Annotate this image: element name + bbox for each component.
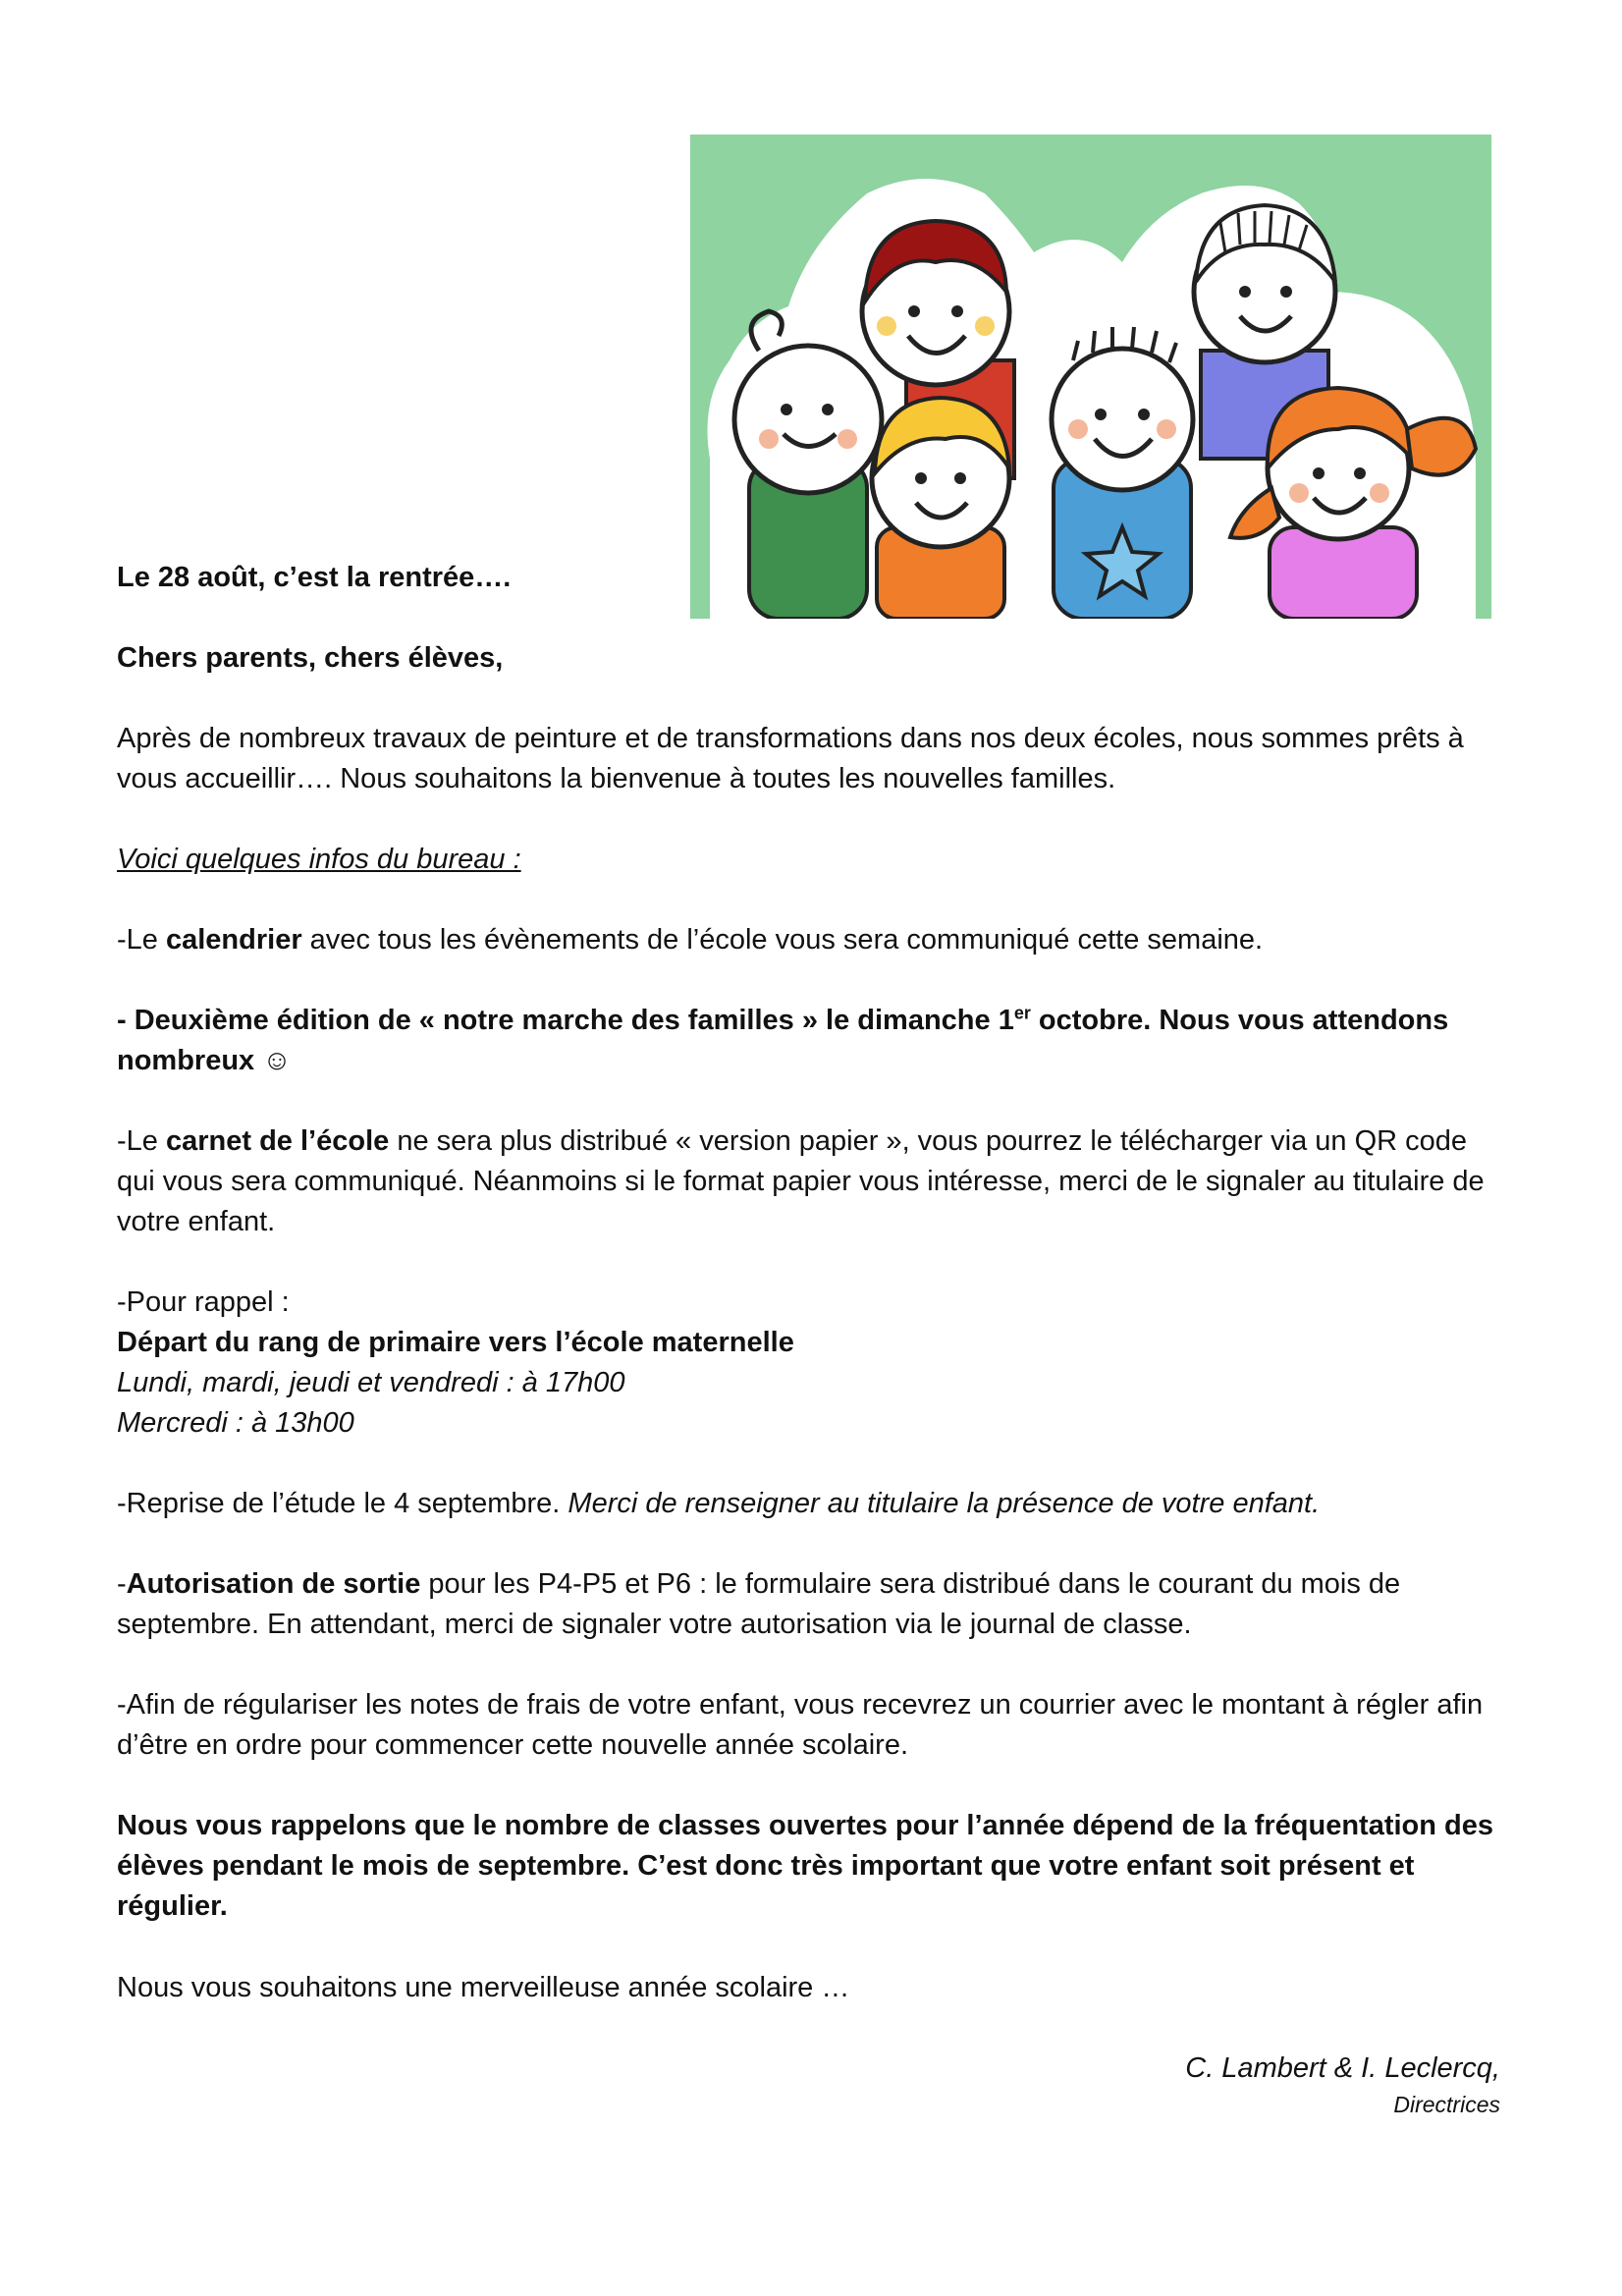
item-sortie: -Autorisation de sortie pour les P4-P5 et P6 : le formulaire sera distribué dans le courant du mois de septembre. En attendant, merci de signaler votre autorisation via le journal de classe. xyxy=(117,1568,1401,1640)
item-calendar: -Le calendrier avec tous les évènements de l’école vous sera communiqué cette semaine. xyxy=(117,924,1264,956)
item-etude: -Reprise de l’étude le 4 septembre. Merci de renseigner au titulaire la présence de votre enfant. xyxy=(117,1488,1321,1519)
important-notice: Nous vous rappelons que le nombre de classes ouvertes pour l’année dépend de la fréquentation des élèves pendant le mois de septembre. C’est donc très important que votre enfant soit présent et régulier. xyxy=(117,1810,1494,1922)
closing-line: Nous vous souhaitons une merveilleuse année scolaire … xyxy=(117,1972,850,2003)
item-rappel: -Pour rappel : Départ du rang de primaire vers l’école maternelle Lundi, mardi, jeudi et vendredi : à 17h00 Mercredi : à 13h00 xyxy=(117,1286,794,1439)
signature-names: C. Lambert & I. Leclercq, xyxy=(1185,2052,1500,2084)
item-frais: -Afin de régulariser les notes de frais de votre enfant, vous recevrez un courrier avec le montant à régler afin d’être en ordre pour commencer cette nouvelle année scolaire. xyxy=(117,1689,1484,1761)
greeting: Chers parents, chers élèves, xyxy=(117,642,504,674)
item-carnet: -Le carnet de l’école ne sera plus distribué « version papier », vous pourrez le télécharger via un QR code qui vous sera communiqué. Néanmoins si le format papier vous intéresse, merci de le signaler au titulaire de votre enfant. xyxy=(117,1125,1485,1237)
infos-heading: Voici quelques infos du bureau : xyxy=(117,844,521,875)
signature-title: Directrices xyxy=(1393,2092,1500,2117)
item-marche: - Deuxième édition de « notre marche des familles » le dimanche 1er octobre. Nous vous attendons nombreux ☺ xyxy=(117,1003,1449,1076)
smiley-icon: ☺ xyxy=(262,1045,292,1076)
intro-paragraph: Après de nombreux travaux de peinture et de transformations dans nos deux écoles, nous sommes prêts à vous accueillir…. Nous souhaitons la bienvenue à toutes les nouvelles familles. xyxy=(117,723,1464,794)
date-heading: Le 28 août, c’est la rentrée…. xyxy=(117,562,512,593)
children-group-illustration xyxy=(690,135,1491,619)
